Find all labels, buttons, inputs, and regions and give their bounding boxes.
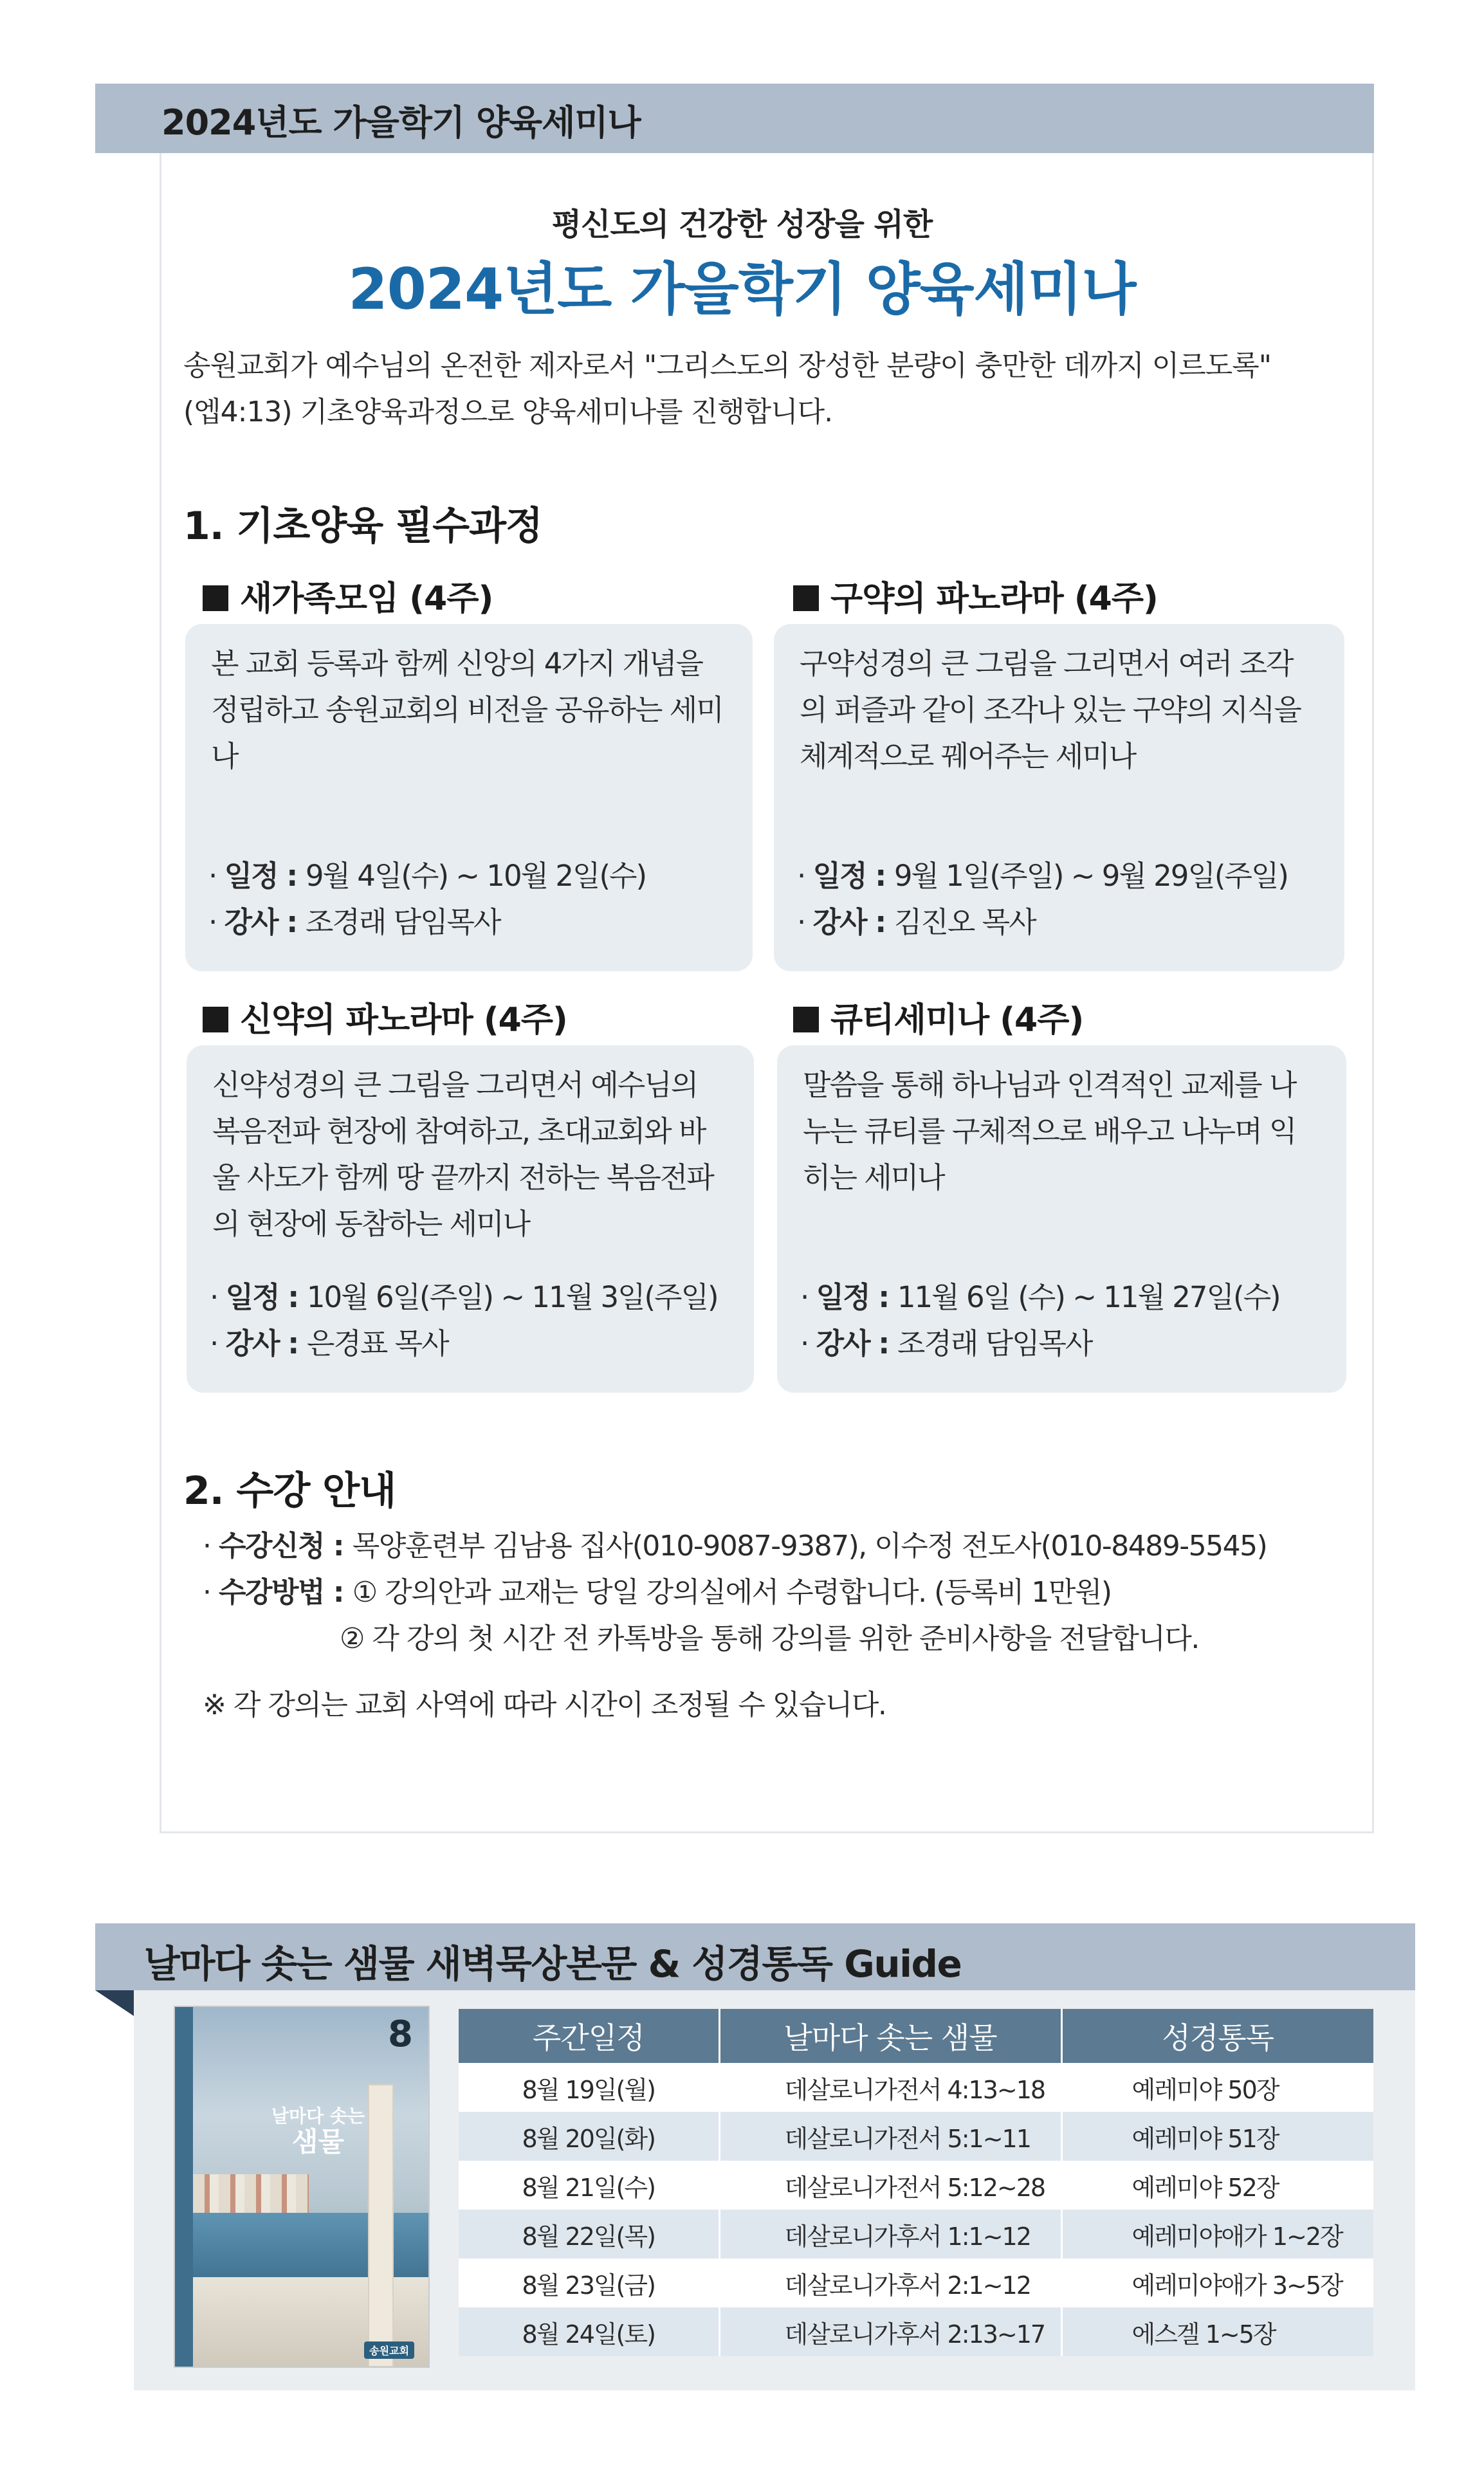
date-cell: 8월 24일(토) [459, 2307, 719, 2356]
teacher-value: 조경래 담임목사 [897, 1326, 1092, 1361]
course-desc: 신약성경의 큰 그림을 그리면서 예수님의 복음전파 현장에 참여하고, 초대교회와 바울 사도가 함께 땅 끝까지 전하는 복음전파의 현장에 동참하는 세미나 [212, 1068, 713, 1241]
square-bullet-icon [793, 585, 819, 611]
course-teacher: · 강사 : 조경래 담임목사 [800, 1326, 1092, 1361]
date-cell: 8월 20일(화) [459, 2112, 719, 2161]
course-schedule: · 일정 : 10월 6일(주일) ~ 11월 3일(주일) [210, 1280, 718, 1314]
devotion-cell: 데살로니가후서 2:1~12 [719, 2258, 1061, 2307]
course-meta [797, 853, 1288, 946]
cover-publisher-logo: 송원교회 [364, 2341, 414, 2359]
teacher-value: 김진오 목사 [893, 905, 1036, 939]
table-header-row [459, 2009, 1373, 2063]
reading-cell: 예레미야애가 3~5장 [1061, 2258, 1373, 2307]
course-meta [210, 1274, 718, 1367]
devotion-cell: 데살로니가전서 5:1~11 [719, 2112, 1061, 2161]
devotion-cell: 데살로니가후서 1:1~12 [719, 2210, 1061, 2258]
course-title [203, 993, 567, 1041]
header-fold-decoration [95, 1990, 134, 2016]
method-line-1: ① 강의안과 교재는 당일 강의실에서 수령합니다. (등록비 1만원) [352, 1576, 1112, 1609]
course-schedule: · 일정 : 9월 4일(수) ~ 10월 2일(수) [208, 859, 646, 893]
seminar-subtitle: 평신도의 건강한 성장을 위한 [551, 206, 933, 243]
course-title [793, 571, 1158, 619]
table-row [459, 2112, 1373, 2161]
course-desc: 구약성경의 큰 그림을 그리면서 여러 조각의 퍼즐과 같이 조각나 있는 구약의 지식을 체계적으로 꿰어주는 세미나 [800, 646, 1301, 773]
cover-title [271, 2103, 365, 2158]
reading-cell: 에스겔 1~5장 [1061, 2307, 1373, 2356]
teacher-label: 강사 [816, 1326, 870, 1361]
course-teacher: · 강사 : 김진오 목사 [797, 905, 1036, 939]
course-teacher: · 강사 : 은경표 목사 [210, 1326, 448, 1361]
course-desc: 본 교회 등록과 함께 신앙의 4가지 개념을 정립하고 송원교회의 비전을 공유하는 세미나 [211, 646, 723, 773]
reading-cell: 예레미야 52장 [1061, 2161, 1373, 2210]
course-schedule: · 일정 : 11월 6일 (수) ~ 11월 27일(수) [800, 1280, 1280, 1314]
table-row [459, 2307, 1373, 2356]
seminar-header-title: 2024년도 가을학기 양육세미나 [161, 102, 641, 143]
devotion-cell: 데살로니가후서 2:13~17 [719, 2307, 1061, 2356]
reading-cell: 예레미야애가 1~2장 [1061, 2210, 1373, 2258]
course-title [203, 571, 493, 619]
teacher-label: 강사 [812, 905, 866, 939]
square-bullet-icon [203, 1007, 228, 1032]
seminar-main-title: 2024년도 가을학기 양육세미나 [348, 256, 1136, 322]
table-row [459, 2210, 1373, 2258]
course-title-text: 신약의 파노라마 (4주) [240, 1001, 567, 1040]
square-bullet-icon [793, 1007, 819, 1032]
reading-cell: 예레미야 51장 [1061, 2112, 1373, 2161]
course-desc: 말씀을 통해 하나님과 인격적인 교제를 나누는 큐티를 구체적으로 배우고 나누며 익히는 세미나 [803, 1068, 1296, 1195]
course-title [793, 993, 1083, 1041]
seminar-intro [183, 343, 1360, 435]
note-text: ※ 각 강의는 교회 사역에 따라 시간이 조정될 수 있습니다. [203, 1689, 886, 1721]
intro-line: (엡4:13) 기초양육과정으로 양육세미나를 진행합니다. [183, 396, 833, 428]
devotional-book-cover [174, 2006, 430, 2368]
reading-schedule-table [459, 2009, 1373, 2356]
cover-title-small: 날마다 솟는 [271, 2105, 365, 2127]
course-title-text: 새가족모임 (4주) [240, 580, 493, 618]
devotion-cell: 데살로니가전서 5:12~28 [719, 2161, 1061, 2210]
table-header-cell: 날마다 솟는 샘물 [719, 2009, 1061, 2063]
course-title-text: 구약의 파노라마 (4주) [830, 580, 1158, 618]
date-cell: 8월 21일(수) [459, 2161, 719, 2210]
cover-issue-number: 8 [388, 2013, 413, 2055]
guide-header-bar [95, 1923, 1415, 1990]
course-meta [800, 1274, 1280, 1367]
date-cell: 8월 22일(목) [459, 2210, 719, 2258]
method-info: · 수강방법 : ① 강의안과 교재는 당일 강의실에서 수령합니다. (등록비 1만원) [203, 1576, 1112, 1609]
square-bullet-icon [203, 585, 228, 611]
table-row [459, 2161, 1373, 2210]
course-card [774, 624, 1344, 971]
schedule-value: 9월 1일(주일) ~ 9월 29일(주일) [893, 859, 1288, 893]
guide-header-title: 날마다 솟는 샘물 새벽묵상본문 & 성경통독 Guide [144, 1942, 962, 1986]
teacher-value: 조경래 담임목사 [305, 905, 500, 939]
course-card [777, 1045, 1346, 1393]
course-schedule: · 일정 : 9월 1일(주일) ~ 9월 29일(주일) [797, 859, 1288, 893]
reading-cell: 예레미야 50장 [1061, 2063, 1373, 2112]
table-header-cell: 주간일정 [459, 2009, 719, 2063]
course-meta [208, 853, 646, 946]
course-teacher: · 강사 : 조경래 담임목사 [208, 905, 500, 939]
devotion-cell: 데살로니가전서 4:13~18 [719, 2063, 1061, 2112]
teacher-label: 강사 [224, 905, 278, 939]
schedule-label: 일정 [224, 859, 278, 893]
date-cell: 8월 23일(금) [459, 2258, 719, 2307]
date-cell: 8월 19일(월) [459, 2063, 719, 2112]
cover-spine [175, 2007, 193, 2367]
teacher-label: 강사 [225, 1326, 279, 1361]
apply-label: 수강신청 [218, 1530, 324, 1562]
table-row [459, 2063, 1373, 2112]
schedule-label: 일정 [812, 859, 866, 893]
schedule-value: 9월 4일(수) ~ 10월 2일(수) [305, 859, 646, 893]
cover-pillar-art [368, 2084, 394, 2367]
teacher-value: 은경표 목사 [306, 1326, 448, 1361]
seminar-header-bar [95, 84, 1374, 153]
apply-info: · 수강신청 : 목양훈련부 김남용 집사(010-9087-9387), 이수정 전도사(010-8489-5545) [203, 1530, 1267, 1562]
table-row [459, 2258, 1373, 2307]
course-card [185, 624, 753, 971]
schedule-label: 일정 [816, 1280, 870, 1314]
method-label: 수강방법 [218, 1576, 324, 1609]
schedule-label: 일정 [225, 1280, 279, 1314]
schedule-value: 10월 6일(주일) ~ 11월 3일(주일) [306, 1280, 718, 1314]
apply-text: 목양훈련부 김남용 집사(010-9087-9387), 이수정 전도사(010-8489-5545) [352, 1530, 1267, 1562]
course-card [187, 1045, 754, 1393]
cover-title-big: 샘물 [291, 2126, 345, 2158]
heading-basic-courses: 1. 기초양육 필수과정 [183, 504, 542, 549]
schedule-value: 11월 6일 (수) ~ 11월 27일(수) [897, 1280, 1280, 1314]
intro-line: 송원교회가 예수님의 온전한 제자로서 "그리스도의 장성한 분량이 충만한 데까지 이르도록" [183, 349, 1271, 382]
course-title-text: 큐티세미나 (4주) [830, 1001, 1084, 1040]
table-header-cell: 성경통독 [1061, 2009, 1373, 2063]
method-line-2: ② 각 강의 첫 시간 전 카톡방을 통해 강의를 위한 준비사항을 전달합니다. [340, 1622, 1199, 1655]
heading-enrollment: 2. 수강 안내 [183, 1469, 396, 1514]
